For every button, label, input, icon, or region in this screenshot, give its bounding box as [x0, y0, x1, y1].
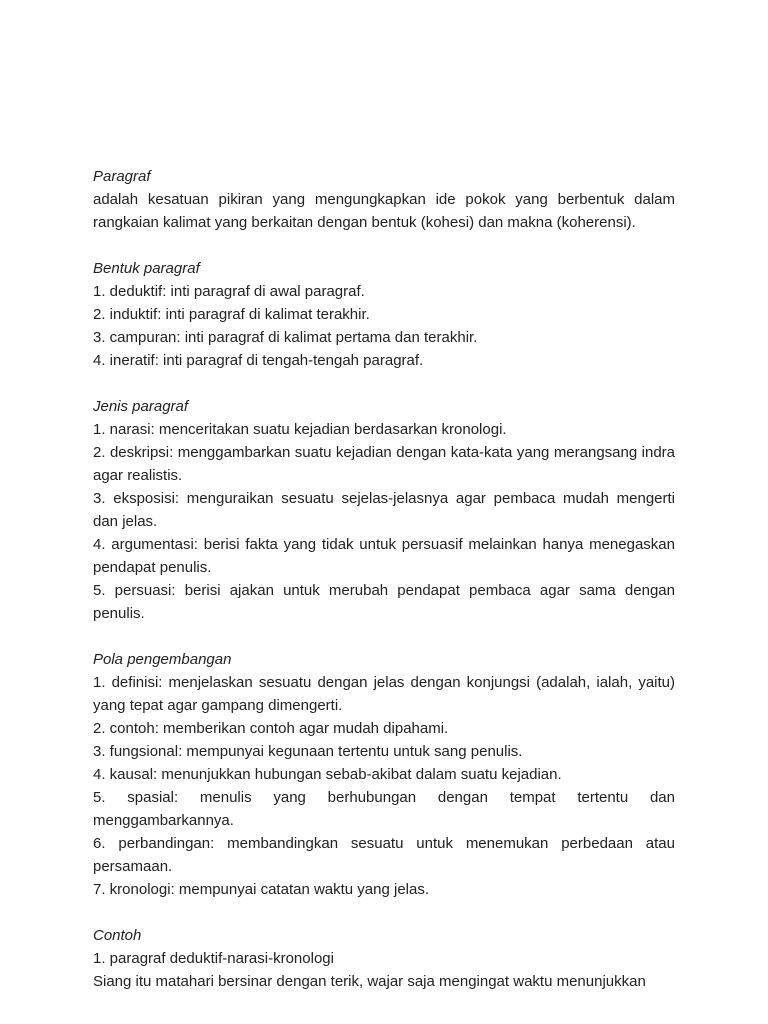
- list-item: 1. definisi: menjelaskan sesuatu dengan jelas dengan konjungsi (adalah, ialah, yaitu) yang tepat agar gampang dimengerti.: [93, 674, 675, 714]
- section-heading: Pola pengembangan: [93, 651, 232, 668]
- list-item: 2. deskripsi: menggambarkan suatu kejadian dengan kata-kata yang merangsang indra agar realistis.: [93, 444, 675, 484]
- list-item: 7. kronologi: mempunyai catatan waktu yang jelas.: [93, 881, 430, 898]
- paragraph-line: adalah kesatuan pikiran yang mengungkapkan ide pokok yang berbentuk dalam rangkaian kalimat yang berkaitan dengan bentuk (kohesi) dan makna (koherensi).: [93, 191, 675, 231]
- section-heading: Contoh: [93, 927, 142, 944]
- list-item: 4. kausal: menunjukkan hubungan sebab-akibat dalam suatu kejadian.: [93, 766, 562, 783]
- section-contoh: [93, 924, 675, 993]
- list-item: 3. fungsional: mempunyai kegunaan tertentu untuk sang penulis.: [93, 743, 523, 760]
- list-item: 5. persuasi: berisi ajakan untuk merubah pendapat pembaca agar sama dengan penulis.: [93, 582, 675, 622]
- list-item: 1. paragraf deduktif-narasi-kronologi: [93, 950, 334, 967]
- list-item: 3. campuran: inti paragraf di kalimat pertama dan terakhir.: [93, 329, 478, 346]
- list-item: 1. narasi: menceritakan suatu kejadian berdasarkan kronologi.: [93, 421, 507, 438]
- list-item: 2. induktif: inti paragraf di kalimat terakhir.: [93, 306, 370, 323]
- section-bentuk-paragraf: [93, 257, 675, 372]
- list-item: 4. ineratif: inti paragraf di tengah-tengah paragraf.: [93, 352, 424, 369]
- section-jenis-paragraf: [93, 395, 675, 625]
- section-heading: Paragraf: [93, 168, 151, 185]
- list-item: 2. contoh: memberikan contoh agar mudah dipahami.: [93, 720, 449, 737]
- list-item: 5. spasial: menulis yang berhubungan dengan tempat tertentu dan menggambarkannya.: [93, 789, 675, 829]
- list-item: 4. argumentasi: berisi fakta yang tidak untuk persuasif melainkan hanya menegaskan pendapat penulis.: [93, 536, 675, 576]
- section-paragraf: [93, 165, 675, 234]
- list-item: 1. deduktif: inti paragraf di awal paragraf.: [93, 283, 365, 300]
- paragraph-line: Siang itu matahari bersinar dengan terik, wajar saja mengingat waktu menunjukkan: [93, 973, 646, 990]
- list-item: 6. perbandingan: membandingkan sesuatu untuk menemukan perbedaan atau persamaan.: [93, 835, 675, 875]
- section-heading: Jenis paragraf: [93, 398, 189, 415]
- section-pola-pengembangan: [93, 648, 675, 901]
- list-item: 3. eksposisi: menguraikan sesuatu sejelas-jelasnya agar pembaca mudah mengerti dan jelas.: [93, 490, 675, 530]
- section-heading: Bentuk paragraf: [93, 260, 200, 277]
